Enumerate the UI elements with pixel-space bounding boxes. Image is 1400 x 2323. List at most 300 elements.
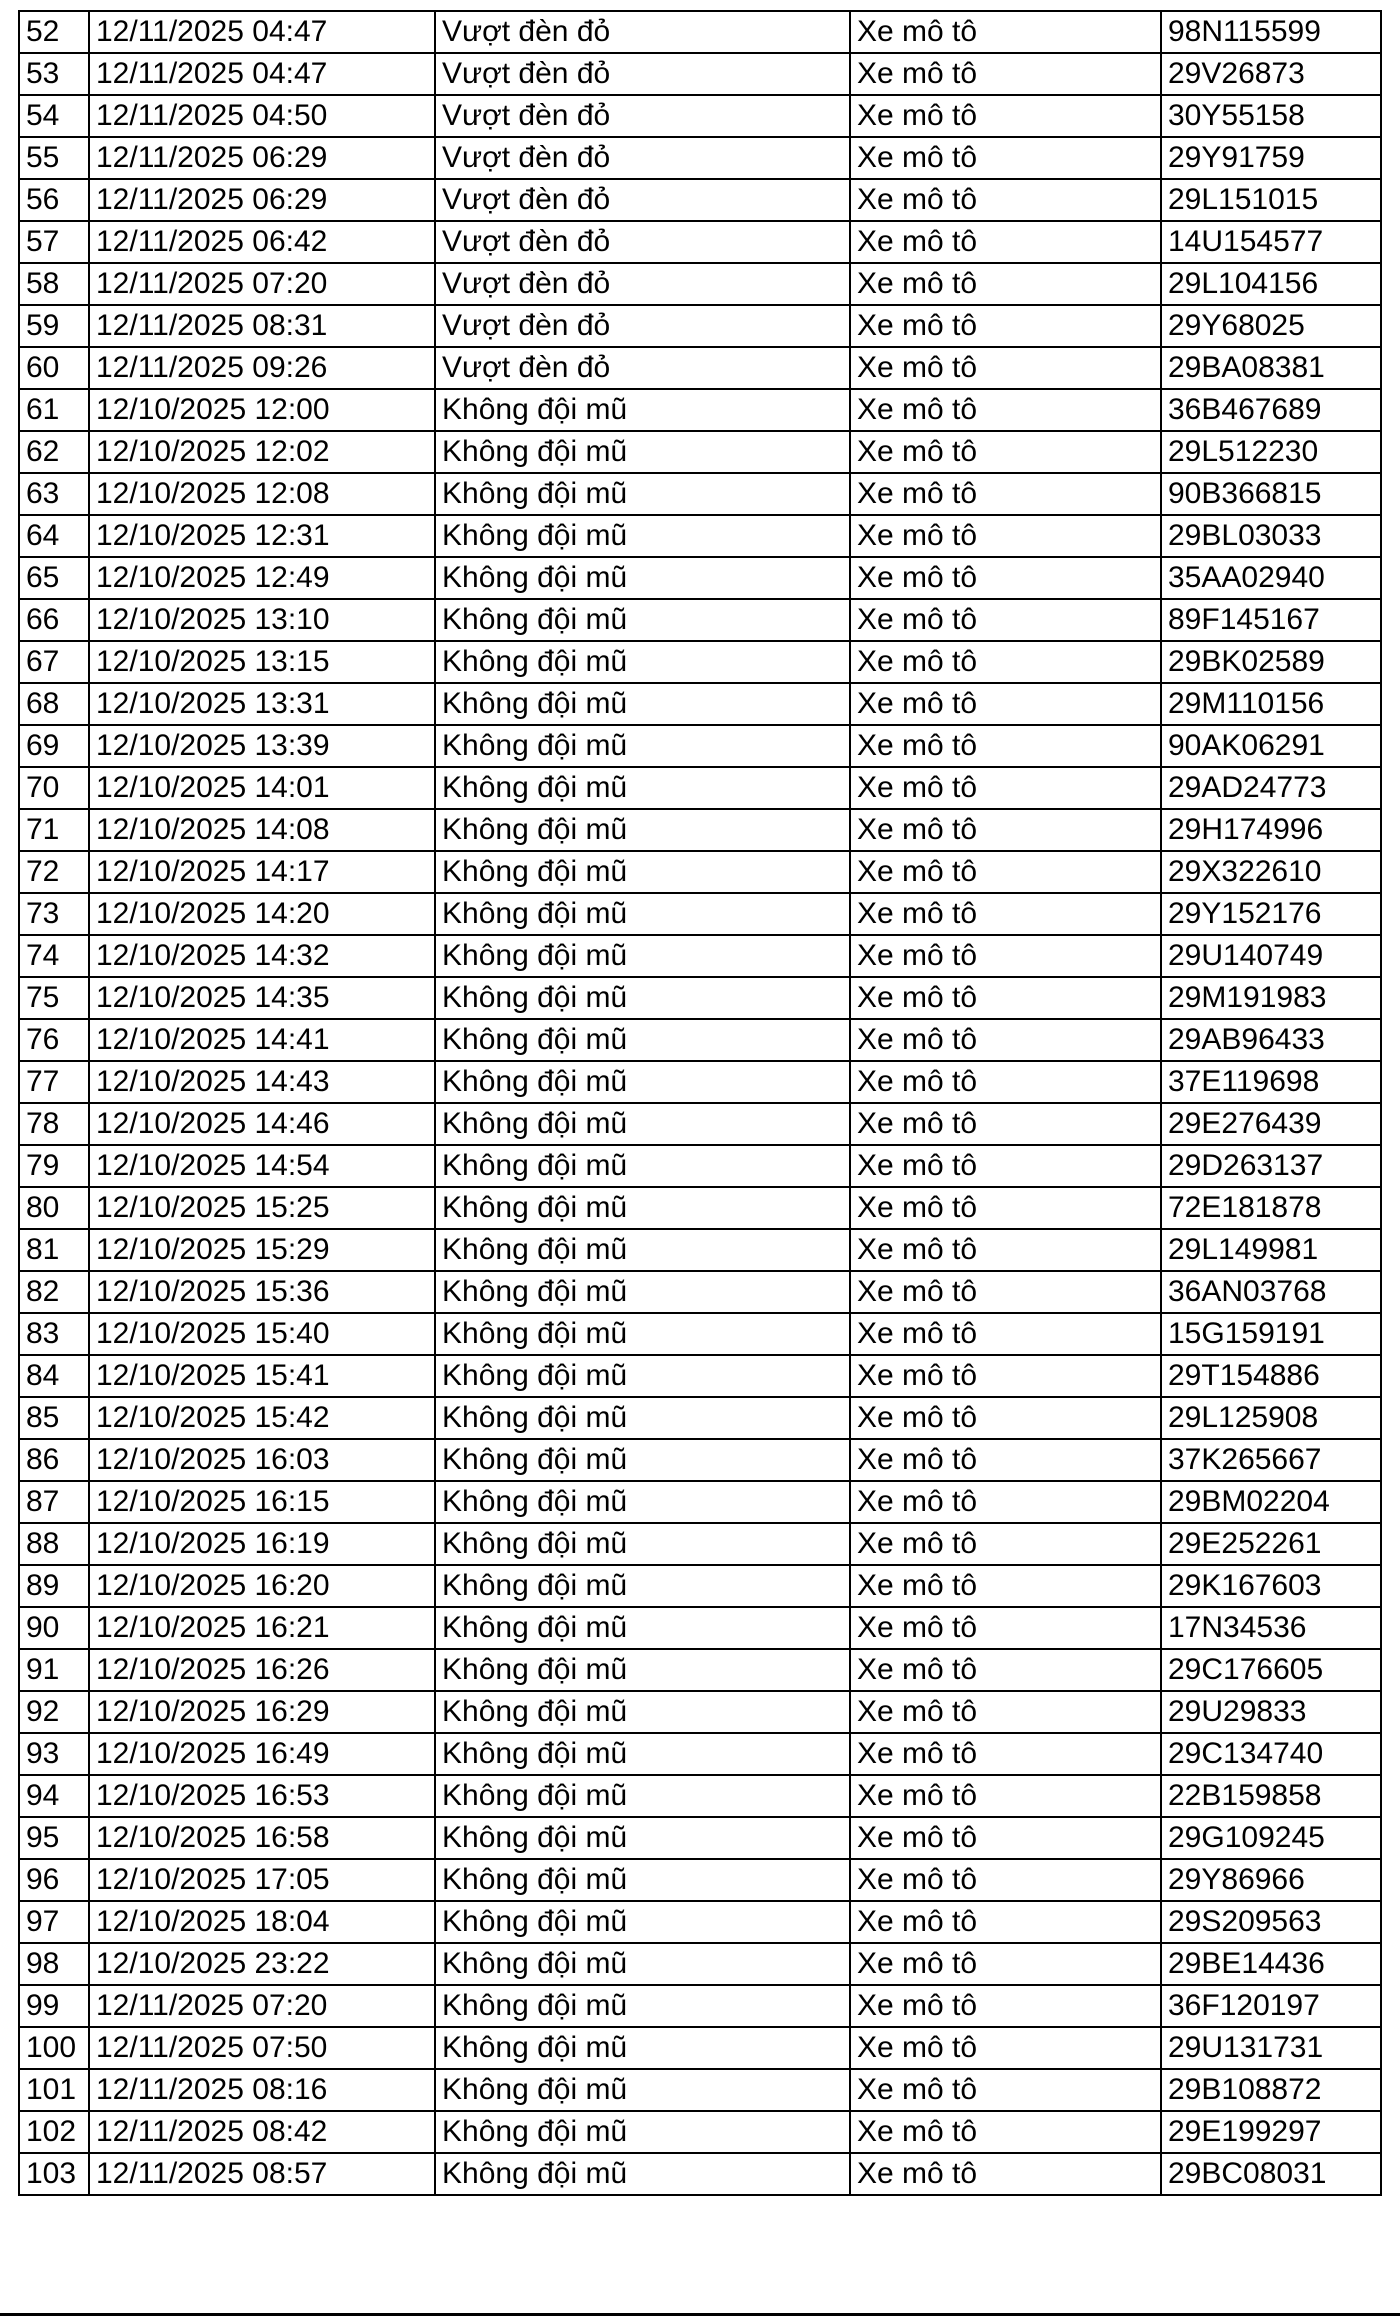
violation-type-cell: Không đội mũ (435, 767, 850, 809)
license-plate-cell: 29G109245 (1161, 1817, 1381, 1859)
datetime-cell: 12/11/2025 04:47 (89, 11, 435, 53)
license-plate-cell: 29E252261 (1161, 1523, 1381, 1565)
table-row (19, 515, 1381, 557)
datetime-cell: 12/10/2025 16:03 (89, 1439, 435, 1481)
row-number-cell: 77 (19, 1061, 89, 1103)
table-row (19, 1187, 1381, 1229)
vehicle-type-cell: Xe mô tô (850, 137, 1161, 179)
license-plate-cell: 29U140749 (1161, 935, 1381, 977)
datetime-cell: 12/10/2025 16:15 (89, 1481, 435, 1523)
row-number-cell: 82 (19, 1271, 89, 1313)
vehicle-type-cell: Xe mô tô (850, 305, 1161, 347)
table-row (19, 1523, 1381, 1565)
row-number-cell: 86 (19, 1439, 89, 1481)
table-row (19, 599, 1381, 641)
table-row (19, 95, 1381, 137)
violation-type-cell: Không đội mũ (435, 1733, 850, 1775)
row-number-cell: 60 (19, 347, 89, 389)
vehicle-type-cell: Xe mô tô (850, 2153, 1161, 2195)
license-plate-cell: 15G159191 (1161, 1313, 1381, 1355)
license-plate-cell: 29BM02204 (1161, 1481, 1381, 1523)
license-plate-cell: 29Y91759 (1161, 137, 1381, 179)
datetime-cell: 12/11/2025 04:47 (89, 53, 435, 95)
row-number-cell: 73 (19, 893, 89, 935)
row-number-cell: 100 (19, 2027, 89, 2069)
row-number-cell: 68 (19, 683, 89, 725)
table-row (19, 725, 1381, 767)
violation-type-cell: Vượt đèn đỏ (435, 347, 850, 389)
license-plate-cell: 29H174996 (1161, 809, 1381, 851)
license-plate-cell: 22B159858 (1161, 1775, 1381, 1817)
vehicle-type-cell: Xe mô tô (850, 1523, 1161, 1565)
vehicle-type-cell: Xe mô tô (850, 179, 1161, 221)
violation-type-cell: Không đội mũ (435, 977, 850, 1019)
license-plate-cell: 29C176605 (1161, 1649, 1381, 1691)
violation-type-cell: Không đội mũ (435, 1817, 850, 1859)
license-plate-cell: 29Y68025 (1161, 305, 1381, 347)
violation-type-cell: Không đội mũ (435, 1565, 850, 1607)
row-number-cell: 53 (19, 53, 89, 95)
table-row (19, 893, 1381, 935)
violation-type-cell: Không đội mũ (435, 515, 850, 557)
table-row (19, 1649, 1381, 1691)
license-plate-cell: 29B108872 (1161, 2069, 1381, 2111)
datetime-cell: 12/10/2025 15:36 (89, 1271, 435, 1313)
violation-type-cell: Không đội mũ (435, 431, 850, 473)
datetime-cell: 12/10/2025 16:19 (89, 1523, 435, 1565)
datetime-cell: 12/10/2025 17:05 (89, 1859, 435, 1901)
datetime-cell: 12/10/2025 23:22 (89, 1943, 435, 1985)
row-number-cell: 103 (19, 2153, 89, 2195)
vehicle-type-cell: Xe mô tô (850, 347, 1161, 389)
row-number-cell: 66 (19, 599, 89, 641)
datetime-cell: 12/11/2025 07:20 (89, 263, 435, 305)
datetime-cell: 12/11/2025 08:31 (89, 305, 435, 347)
license-plate-cell: 29L149981 (1161, 1229, 1381, 1271)
vehicle-type-cell: Xe mô tô (850, 851, 1161, 893)
license-plate-cell: 29T154886 (1161, 1355, 1381, 1397)
row-number-cell: 65 (19, 557, 89, 599)
vehicle-type-cell: Xe mô tô (850, 935, 1161, 977)
vehicle-type-cell: Xe mô tô (850, 1859, 1161, 1901)
vehicle-type-cell: Xe mô tô (850, 11, 1161, 53)
violation-type-cell: Không đội mũ (435, 1397, 850, 1439)
row-number-cell: 76 (19, 1019, 89, 1061)
license-plate-cell: 29L104156 (1161, 263, 1381, 305)
vehicle-type-cell: Xe mô tô (850, 683, 1161, 725)
datetime-cell: 12/10/2025 15:25 (89, 1187, 435, 1229)
vehicle-type-cell: Xe mô tô (850, 1313, 1161, 1355)
violation-type-cell: Không đội mũ (435, 893, 850, 935)
vehicle-type-cell: Xe mô tô (850, 221, 1161, 263)
datetime-cell: 12/11/2025 08:42 (89, 2111, 435, 2153)
row-number-cell: 64 (19, 515, 89, 557)
table-row (19, 1061, 1381, 1103)
row-number-cell: 52 (19, 11, 89, 53)
violation-type-cell: Không đội mũ (435, 2069, 850, 2111)
violation-type-cell: Vượt đèn đỏ (435, 179, 850, 221)
violation-type-cell: Không đội mũ (435, 641, 850, 683)
vehicle-type-cell: Xe mô tô (850, 1061, 1161, 1103)
table-row (19, 1397, 1381, 1439)
table-row (19, 935, 1381, 977)
page-bottom-rule (0, 2313, 1400, 2316)
datetime-cell: 12/10/2025 14:17 (89, 851, 435, 893)
violation-type-cell: Vượt đèn đỏ (435, 95, 850, 137)
vehicle-type-cell: Xe mô tô (850, 1649, 1161, 1691)
license-plate-cell: 29AD24773 (1161, 767, 1381, 809)
violation-type-cell: Không đội mũ (435, 1901, 850, 1943)
row-number-cell: 89 (19, 1565, 89, 1607)
license-plate-cell: 37K265667 (1161, 1439, 1381, 1481)
violation-type-cell: Không đội mũ (435, 1775, 850, 1817)
license-plate-cell: 29L125908 (1161, 1397, 1381, 1439)
table-row (19, 53, 1381, 95)
table-row (19, 1733, 1381, 1775)
license-plate-cell: 29K167603 (1161, 1565, 1381, 1607)
datetime-cell: 12/10/2025 16:58 (89, 1817, 435, 1859)
license-plate-cell: 36B467689 (1161, 389, 1381, 431)
vehicle-type-cell: Xe mô tô (850, 1607, 1161, 1649)
row-number-cell: 81 (19, 1229, 89, 1271)
license-plate-cell: 89F145167 (1161, 599, 1381, 641)
row-number-cell: 96 (19, 1859, 89, 1901)
row-number-cell: 93 (19, 1733, 89, 1775)
vehicle-type-cell: Xe mô tô (850, 1397, 1161, 1439)
vehicle-type-cell: Xe mô tô (850, 1481, 1161, 1523)
table-row (19, 1019, 1381, 1061)
license-plate-cell: 29Y152176 (1161, 893, 1381, 935)
table-row (19, 1943, 1381, 1985)
datetime-cell: 12/10/2025 13:10 (89, 599, 435, 641)
row-number-cell: 102 (19, 2111, 89, 2153)
table-row (19, 809, 1381, 851)
vehicle-type-cell: Xe mô tô (850, 515, 1161, 557)
datetime-cell: 12/10/2025 15:40 (89, 1313, 435, 1355)
violation-type-cell: Không đội mũ (435, 1985, 850, 2027)
table-row (19, 851, 1381, 893)
vehicle-type-cell: Xe mô tô (850, 1943, 1161, 1985)
license-plate-cell: 37E119698 (1161, 1061, 1381, 1103)
vehicle-type-cell: Xe mô tô (850, 1691, 1161, 1733)
violation-type-cell: Không đội mũ (435, 1145, 850, 1187)
row-number-cell: 95 (19, 1817, 89, 1859)
row-number-cell: 91 (19, 1649, 89, 1691)
table-row (19, 473, 1381, 515)
license-plate-cell: 17N34536 (1161, 1607, 1381, 1649)
violation-type-cell: Không đội mũ (435, 1523, 850, 1565)
row-number-cell: 67 (19, 641, 89, 683)
license-plate-cell: 29V26873 (1161, 53, 1381, 95)
vehicle-type-cell: Xe mô tô (850, 1229, 1161, 1271)
row-number-cell: 87 (19, 1481, 89, 1523)
vehicle-type-cell: Xe mô tô (850, 431, 1161, 473)
violation-type-cell: Không đội mũ (435, 599, 850, 641)
table-row (19, 1607, 1381, 1649)
table-row (19, 221, 1381, 263)
row-number-cell: 57 (19, 221, 89, 263)
violation-type-cell: Không đội mũ (435, 2027, 850, 2069)
datetime-cell: 12/10/2025 14:20 (89, 893, 435, 935)
row-number-cell: 69 (19, 725, 89, 767)
violation-type-cell: Không đội mũ (435, 1271, 850, 1313)
row-number-cell: 62 (19, 431, 89, 473)
violation-type-cell: Vượt đèn đỏ (435, 221, 850, 263)
license-plate-cell: 29S209563 (1161, 1901, 1381, 1943)
violation-type-cell: Không đội mũ (435, 1313, 850, 1355)
license-plate-cell: 29AB96433 (1161, 1019, 1381, 1061)
vehicle-type-cell: Xe mô tô (850, 809, 1161, 851)
violation-type-cell: Không đội mũ (435, 389, 850, 431)
violations-table (18, 10, 1382, 2196)
violation-type-cell: Không đội mũ (435, 683, 850, 725)
license-plate-cell: 36AN03768 (1161, 1271, 1381, 1313)
table-row (19, 1859, 1381, 1901)
license-plate-cell: 29C134740 (1161, 1733, 1381, 1775)
violation-type-cell: Vượt đèn đỏ (435, 137, 850, 179)
license-plate-cell: 29BC08031 (1161, 2153, 1381, 2195)
table-row (19, 179, 1381, 221)
table-row (19, 767, 1381, 809)
row-number-cell: 59 (19, 305, 89, 347)
table-row (19, 1901, 1381, 1943)
violation-type-cell: Không đội mũ (435, 1061, 850, 1103)
license-plate-cell: 29L151015 (1161, 179, 1381, 221)
vehicle-type-cell: Xe mô tô (850, 1733, 1161, 1775)
table-row (19, 2111, 1381, 2153)
license-plate-cell: 29BE14436 (1161, 1943, 1381, 1985)
table-row (19, 1481, 1381, 1523)
violation-type-cell: Không đội mũ (435, 1187, 850, 1229)
row-number-cell: 56 (19, 179, 89, 221)
row-number-cell: 72 (19, 851, 89, 893)
datetime-cell: 12/10/2025 12:49 (89, 557, 435, 599)
row-number-cell: 88 (19, 1523, 89, 1565)
license-plate-cell: 36F120197 (1161, 1985, 1381, 2027)
license-plate-cell: 29D263137 (1161, 1145, 1381, 1187)
table-row (19, 1229, 1381, 1271)
license-plate-cell: 29L512230 (1161, 431, 1381, 473)
table-row (19, 11, 1381, 53)
table-row (19, 1271, 1381, 1313)
violation-type-cell: Không đội mũ (435, 725, 850, 767)
vehicle-type-cell: Xe mô tô (850, 1775, 1161, 1817)
datetime-cell: 12/11/2025 06:42 (89, 221, 435, 263)
table-row (19, 1103, 1381, 1145)
table-row (19, 1985, 1381, 2027)
vehicle-type-cell: Xe mô tô (850, 2027, 1161, 2069)
license-plate-cell: 90AK06291 (1161, 725, 1381, 767)
datetime-cell: 12/10/2025 15:29 (89, 1229, 435, 1271)
datetime-cell: 12/10/2025 16:29 (89, 1691, 435, 1733)
table-row (19, 1355, 1381, 1397)
vehicle-type-cell: Xe mô tô (850, 2069, 1161, 2111)
datetime-cell: 12/10/2025 12:31 (89, 515, 435, 557)
row-number-cell: 99 (19, 1985, 89, 2027)
table-row (19, 263, 1381, 305)
row-number-cell: 98 (19, 1943, 89, 1985)
violation-type-cell: Không đội mũ (435, 1859, 850, 1901)
violation-type-cell: Không đội mũ (435, 473, 850, 515)
row-number-cell: 97 (19, 1901, 89, 1943)
license-plate-cell: 29M191983 (1161, 977, 1381, 1019)
license-plate-cell: 35AA02940 (1161, 557, 1381, 599)
license-plate-cell: 29X322610 (1161, 851, 1381, 893)
datetime-cell: 12/10/2025 12:08 (89, 473, 435, 515)
row-number-cell: 83 (19, 1313, 89, 1355)
datetime-cell: 12/11/2025 07:20 (89, 1985, 435, 2027)
row-number-cell: 101 (19, 2069, 89, 2111)
violation-type-cell: Không đội mũ (435, 1019, 850, 1061)
violation-type-cell: Vượt đèn đỏ (435, 53, 850, 95)
datetime-cell: 12/10/2025 14:43 (89, 1061, 435, 1103)
vehicle-type-cell: Xe mô tô (850, 1985, 1161, 2027)
violation-type-cell: Không đội mũ (435, 1355, 850, 1397)
violation-type-cell: Không đội mũ (435, 1943, 850, 1985)
datetime-cell: 12/10/2025 14:08 (89, 809, 435, 851)
row-number-cell: 58 (19, 263, 89, 305)
license-plate-cell: 29U131731 (1161, 2027, 1381, 2069)
violation-type-cell: Không đội mũ (435, 1481, 850, 1523)
vehicle-type-cell: Xe mô tô (850, 557, 1161, 599)
license-plate-cell: 29E276439 (1161, 1103, 1381, 1145)
datetime-cell: 12/10/2025 13:31 (89, 683, 435, 725)
datetime-cell: 12/10/2025 14:41 (89, 1019, 435, 1061)
license-plate-cell: 29BL03033 (1161, 515, 1381, 557)
datetime-cell: 12/11/2025 09:26 (89, 347, 435, 389)
vehicle-type-cell: Xe mô tô (850, 977, 1161, 1019)
datetime-cell: 12/10/2025 14:01 (89, 767, 435, 809)
table-row (19, 977, 1381, 1019)
table-row (19, 557, 1381, 599)
violation-type-cell: Không đội mũ (435, 1649, 850, 1691)
row-number-cell: 92 (19, 1691, 89, 1733)
datetime-cell: 12/11/2025 06:29 (89, 137, 435, 179)
datetime-cell: 12/10/2025 13:39 (89, 725, 435, 767)
violation-type-cell: Vượt đèn đỏ (435, 263, 850, 305)
row-number-cell: 70 (19, 767, 89, 809)
violation-type-cell: Vượt đèn đỏ (435, 305, 850, 347)
vehicle-type-cell: Xe mô tô (850, 767, 1161, 809)
license-plate-cell: 29M110156 (1161, 683, 1381, 725)
vehicle-type-cell: Xe mô tô (850, 263, 1161, 305)
datetime-cell: 12/11/2025 04:50 (89, 95, 435, 137)
datetime-cell: 12/11/2025 06:29 (89, 179, 435, 221)
violation-type-cell: Không đội mũ (435, 2111, 850, 2153)
violation-type-cell: Không đội mũ (435, 1607, 850, 1649)
datetime-cell: 12/11/2025 07:50 (89, 2027, 435, 2069)
datetime-cell: 12/10/2025 18:04 (89, 1901, 435, 1943)
row-number-cell: 78 (19, 1103, 89, 1145)
vehicle-type-cell: Xe mô tô (850, 473, 1161, 515)
license-plate-cell: 29Y86966 (1161, 1859, 1381, 1901)
vehicle-type-cell: Xe mô tô (850, 1355, 1161, 1397)
row-number-cell: 79 (19, 1145, 89, 1187)
violation-type-cell: Không đội mũ (435, 1439, 850, 1481)
datetime-cell: 12/10/2025 12:00 (89, 389, 435, 431)
table-row (19, 305, 1381, 347)
vehicle-type-cell: Xe mô tô (850, 95, 1161, 137)
table-row (19, 431, 1381, 473)
vehicle-type-cell: Xe mô tô (850, 1817, 1161, 1859)
table-row (19, 1439, 1381, 1481)
table-row (19, 137, 1381, 179)
vehicle-type-cell: Xe mô tô (850, 1565, 1161, 1607)
vehicle-type-cell: Xe mô tô (850, 389, 1161, 431)
license-plate-cell: 29U29833 (1161, 1691, 1381, 1733)
violation-type-cell: Không đội mũ (435, 557, 850, 599)
row-number-cell: 90 (19, 1607, 89, 1649)
table-row (19, 2153, 1381, 2195)
vehicle-type-cell: Xe mô tô (850, 1271, 1161, 1313)
license-plate-cell: 98N115599 (1161, 11, 1381, 53)
table-row (19, 1145, 1381, 1187)
row-number-cell: 84 (19, 1355, 89, 1397)
table-row (19, 2069, 1381, 2111)
row-number-cell: 85 (19, 1397, 89, 1439)
vehicle-type-cell: Xe mô tô (850, 893, 1161, 935)
table-row (19, 2027, 1381, 2069)
table-row (19, 1691, 1381, 1733)
violation-type-cell: Không đội mũ (435, 1691, 850, 1733)
vehicle-type-cell: Xe mô tô (850, 1103, 1161, 1145)
datetime-cell: 12/10/2025 16:53 (89, 1775, 435, 1817)
table-row (19, 1775, 1381, 1817)
row-number-cell: 74 (19, 935, 89, 977)
row-number-cell: 55 (19, 137, 89, 179)
vehicle-type-cell: Xe mô tô (850, 1901, 1161, 1943)
row-number-cell: 75 (19, 977, 89, 1019)
license-plate-cell: 90B366815 (1161, 473, 1381, 515)
violations-table-body (19, 11, 1381, 2195)
row-number-cell: 54 (19, 95, 89, 137)
license-plate-cell: 14U154577 (1161, 221, 1381, 263)
datetime-cell: 12/10/2025 15:41 (89, 1355, 435, 1397)
license-plate-cell: 29BA08381 (1161, 347, 1381, 389)
license-plate-cell: 29BK02589 (1161, 641, 1381, 683)
datetime-cell: 12/10/2025 16:26 (89, 1649, 435, 1691)
datetime-cell: 12/10/2025 14:46 (89, 1103, 435, 1145)
violation-type-cell: Không đội mũ (435, 809, 850, 851)
vehicle-type-cell: Xe mô tô (850, 1439, 1161, 1481)
table-row (19, 389, 1381, 431)
violation-type-cell: Không đội mũ (435, 2153, 850, 2195)
license-plate-cell: 72E181878 (1161, 1187, 1381, 1229)
row-number-cell: 71 (19, 809, 89, 851)
violation-type-cell: Không đội mũ (435, 1103, 850, 1145)
vehicle-type-cell: Xe mô tô (850, 1019, 1161, 1061)
vehicle-type-cell: Xe mô tô (850, 1145, 1161, 1187)
vehicle-type-cell: Xe mô tô (850, 53, 1161, 95)
datetime-cell: 12/11/2025 08:57 (89, 2153, 435, 2195)
vehicle-type-cell: Xe mô tô (850, 2111, 1161, 2153)
table-row (19, 683, 1381, 725)
datetime-cell: 12/10/2025 13:15 (89, 641, 435, 683)
table-row (19, 1817, 1381, 1859)
datetime-cell: 12/10/2025 16:49 (89, 1733, 435, 1775)
vehicle-type-cell: Xe mô tô (850, 641, 1161, 683)
violation-type-cell: Không đội mũ (435, 851, 850, 893)
violation-type-cell: Vượt đèn đỏ (435, 11, 850, 53)
table-row (19, 1313, 1381, 1355)
datetime-cell: 12/10/2025 16:20 (89, 1565, 435, 1607)
row-number-cell: 94 (19, 1775, 89, 1817)
license-plate-cell: 30Y55158 (1161, 95, 1381, 137)
datetime-cell: 12/11/2025 08:16 (89, 2069, 435, 2111)
table-row (19, 641, 1381, 683)
datetime-cell: 12/10/2025 16:21 (89, 1607, 435, 1649)
table-row (19, 347, 1381, 389)
